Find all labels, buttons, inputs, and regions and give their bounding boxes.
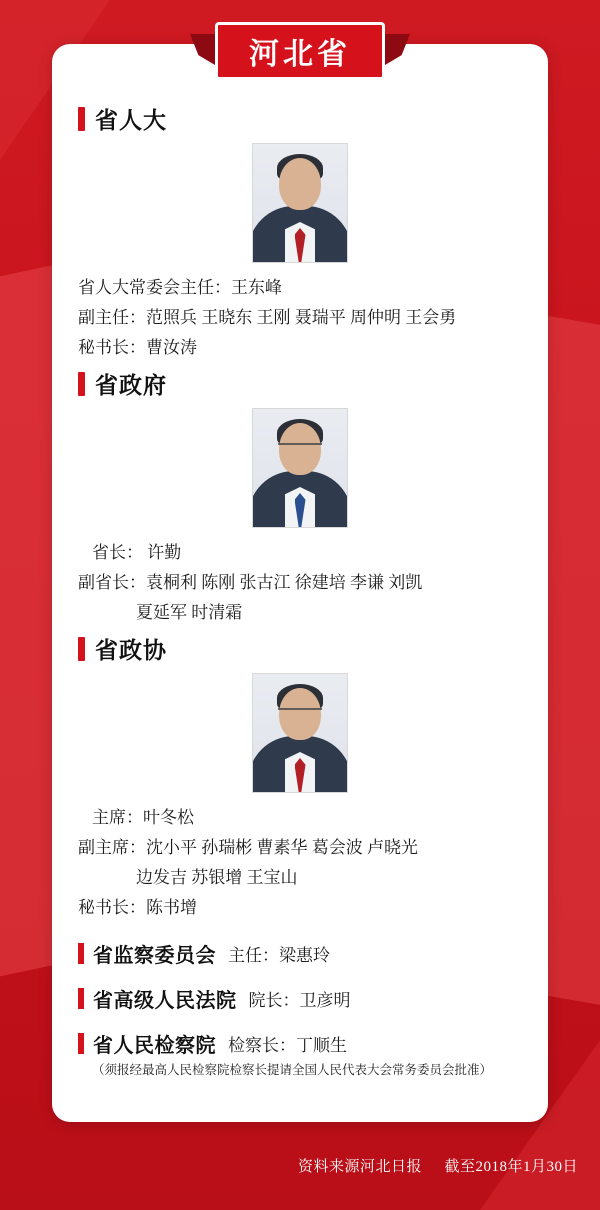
accent-bar-icon [78, 988, 84, 1009]
section-provincial-government [78, 367, 522, 628]
footer-source: 资料来源河北日报 [297, 1159, 422, 1175]
mini-section-title: 省监察委员会 [93, 945, 216, 967]
roster-line: 秘书长：陈书增 [78, 898, 197, 917]
roster-line: 副主任：范照兵 王晓东 王刚 聂瑞平 周仲明 王会勇 [78, 308, 457, 327]
portrait-glasses-icon [278, 708, 322, 722]
footer-credit [298, 1155, 578, 1176]
roster-line: 省人大常委会主任：王东峰 [78, 278, 282, 297]
portrait-glasses-icon [278, 443, 322, 457]
section-heading [78, 632, 522, 665]
section-provincial-peoples-congress [78, 102, 522, 363]
mini-section-supervisory-commission [78, 939, 522, 968]
section-rows [78, 273, 522, 363]
roster-line: 副省长：袁桐利 陈刚 张古江 徐建培 李谦 刘凯 [78, 573, 423, 592]
card-content [52, 44, 548, 1122]
portrait-head [279, 158, 321, 210]
roster-line: 边发吉 苏银增 王宝山 [136, 868, 298, 887]
section-title: 省人大 [95, 108, 167, 133]
accent-bar-icon [78, 943, 84, 964]
section-provincial-cppcc [78, 632, 522, 923]
section-heading [78, 367, 522, 400]
roster-line: 夏延军 时清霜 [136, 603, 243, 622]
roster-line: 秘书长：曹汝涛 [78, 338, 197, 357]
decor-ribbon-right [544, 315, 600, 1005]
mini-section-value: 主任：梁惠玲 [228, 946, 330, 965]
page-title: 河北省 [249, 38, 351, 71]
section-title: 省政协 [95, 638, 167, 663]
section-rows [78, 538, 522, 628]
portrait-photo-1 [252, 143, 348, 263]
portrait-photo-3 [252, 673, 348, 793]
accent-bar-icon [78, 107, 85, 131]
portrait-container [78, 673, 522, 793]
portrait-container [78, 143, 522, 263]
accent-bar-icon [78, 1033, 84, 1054]
decor-ribbon-left [0, 264, 60, 977]
approval-note: （须报经最高人民检察院检察长提请全国人民代表大会常务委员会批准） [92, 1063, 493, 1077]
roster-line: 副主席：沈小平 孙瑞彬 曹素华 葛会波 卢晓光 [78, 838, 418, 857]
mini-section-value: 检察长：丁顺生 [228, 1036, 347, 1055]
portrait-photo-2 [252, 408, 348, 528]
roster-line: 主席：叶冬松 [92, 808, 194, 827]
portrait-container [78, 408, 522, 528]
mini-section-value: 院长：卫彦明 [248, 991, 351, 1010]
section-title: 省政府 [95, 373, 167, 398]
mini-section-peoples-procuratorate [78, 1029, 522, 1058]
accent-bar-icon [78, 372, 85, 396]
roster-line: 省长： 许勤 [92, 543, 182, 562]
section-rows [78, 803, 522, 923]
mini-section-title: 省高级人民法院 [93, 990, 237, 1012]
mini-section-title: 省人民检察院 [93, 1035, 216, 1057]
accent-bar-icon [78, 637, 85, 661]
mini-section-high-peoples-court [78, 984, 522, 1013]
section-heading [78, 102, 522, 135]
footer-date: 截至2018年1月30日 [444, 1159, 578, 1175]
